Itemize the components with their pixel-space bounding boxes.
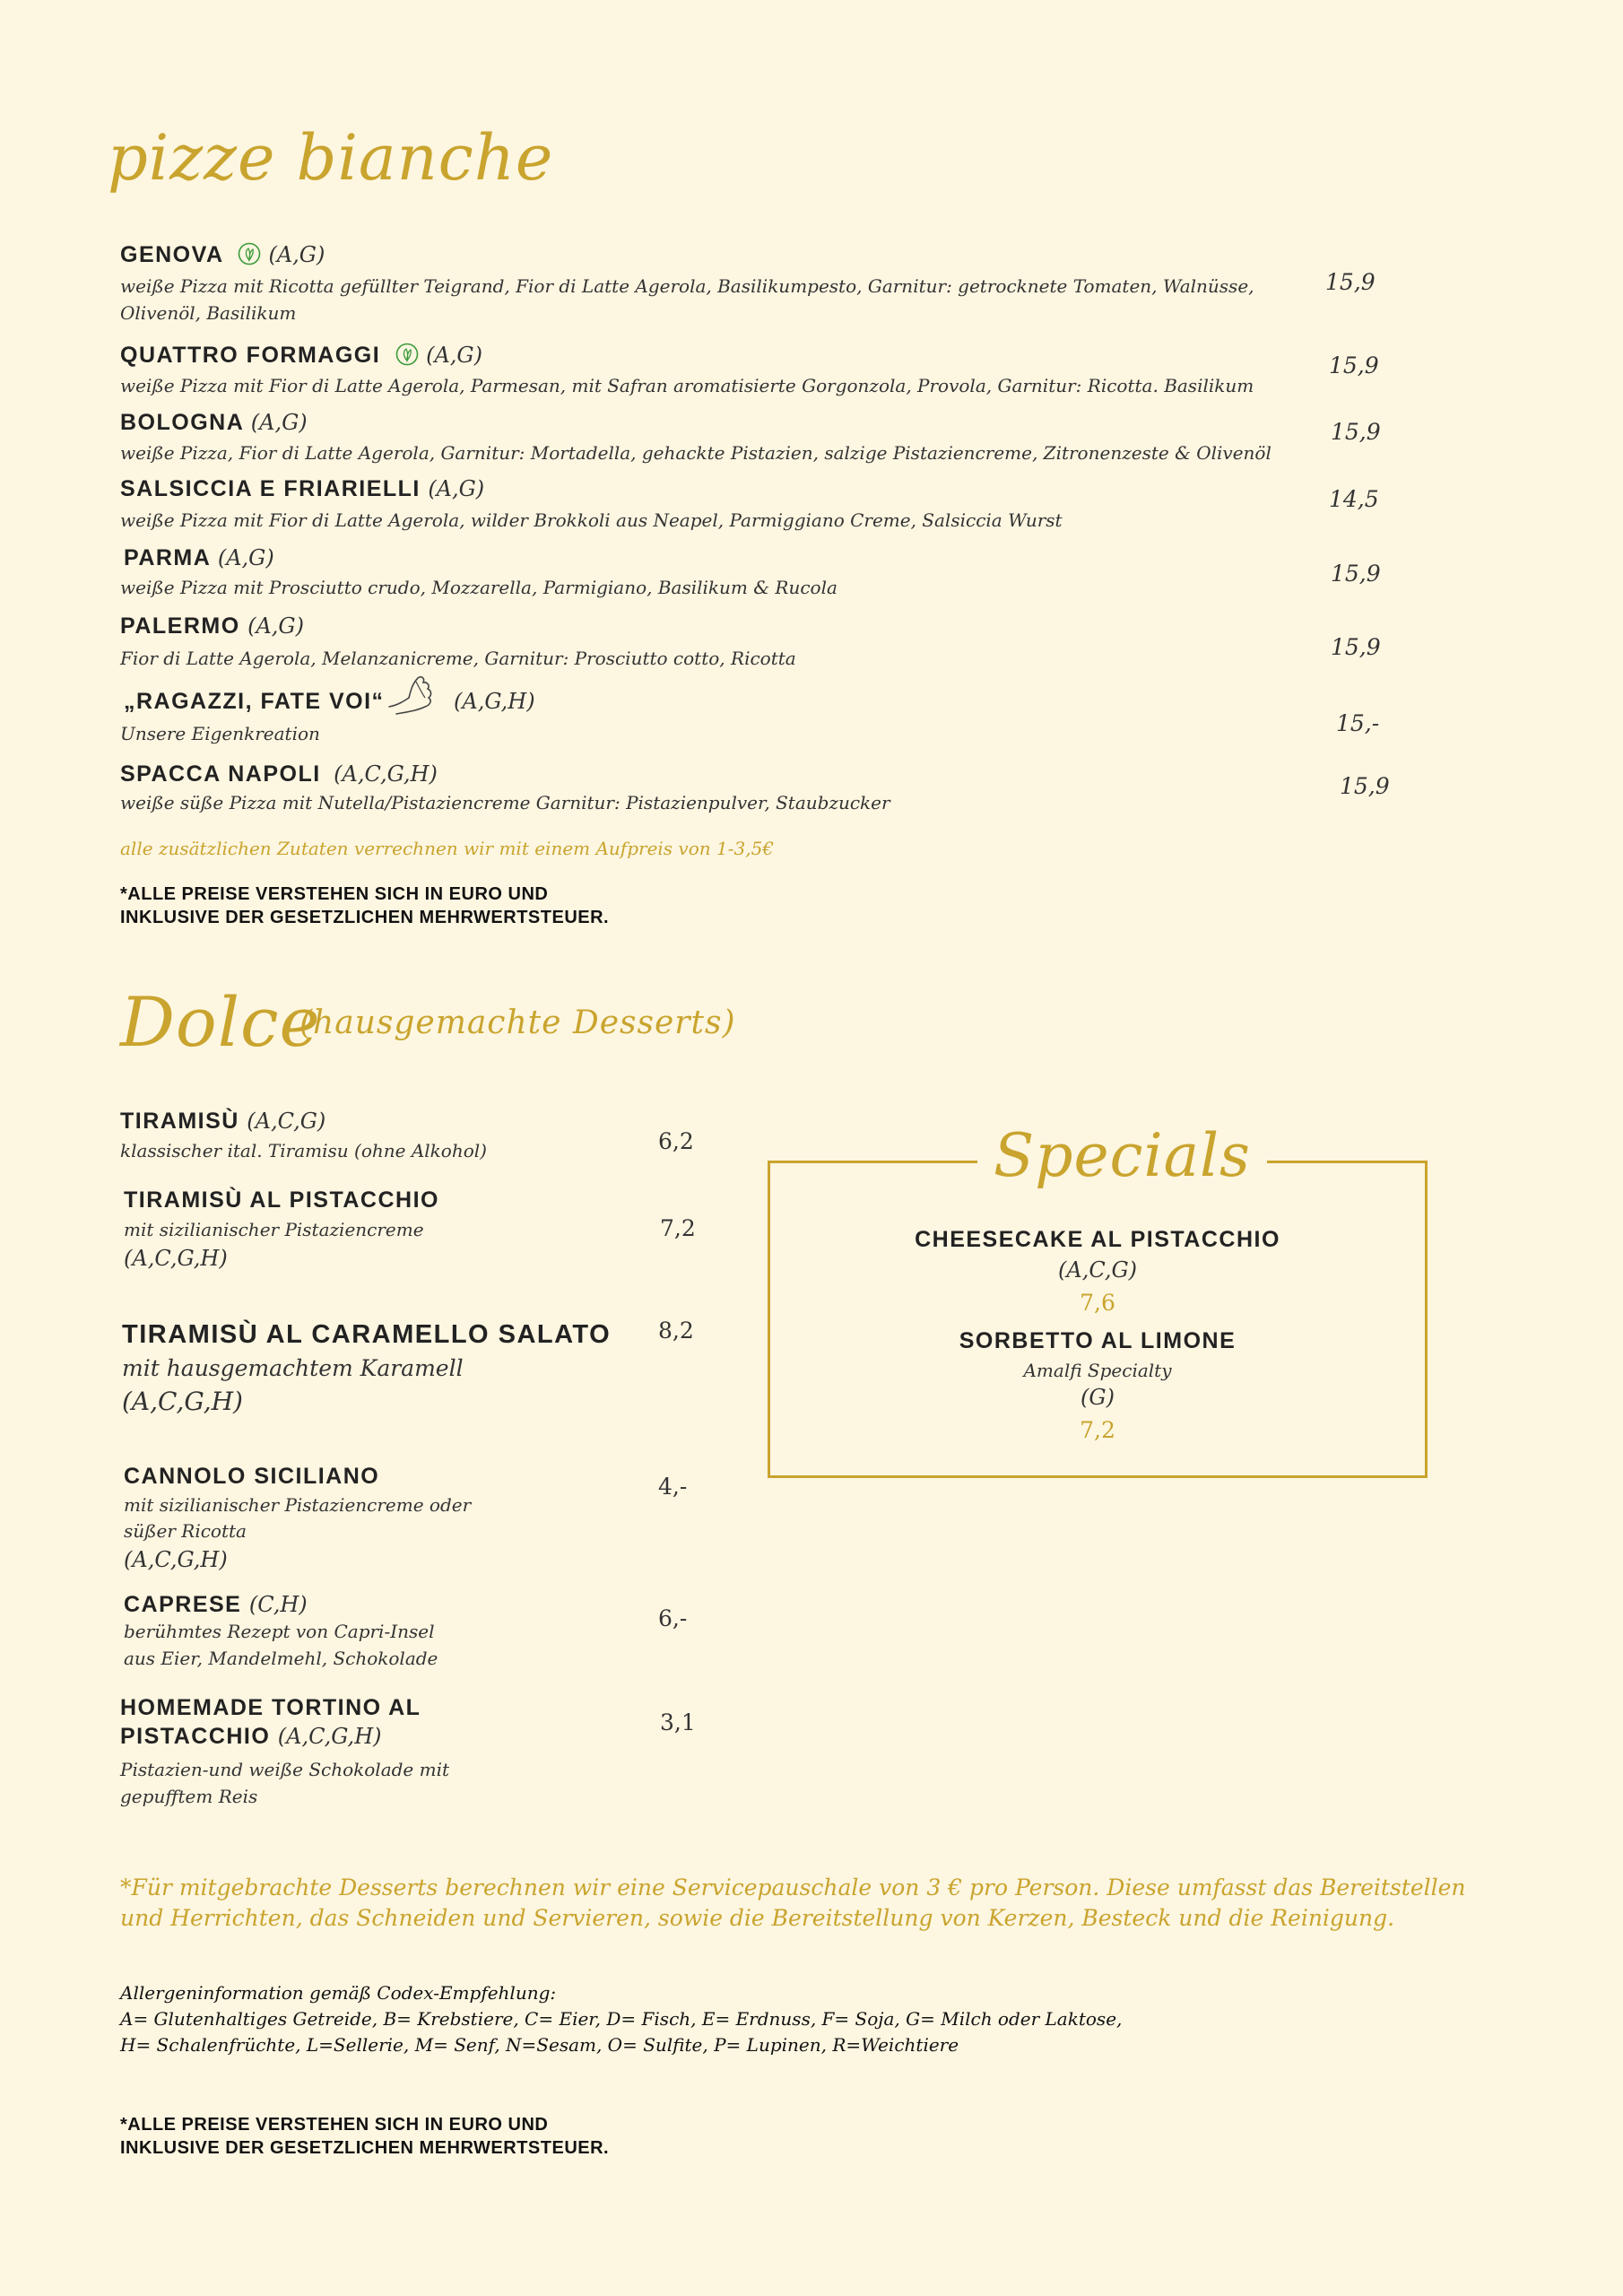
menu-item-parma (124, 545, 274, 571)
item-desc: gepufftem Reis (120, 1786, 258, 1807)
item-name: GENOVA (120, 242, 223, 267)
menu-item-genova (120, 242, 325, 268)
item-price: 15,9 (1331, 419, 1381, 445)
item-allergens: (A,G) (426, 343, 482, 368)
dessert-homemade-tortino-line2 (120, 1724, 381, 1750)
special-cheesecake-al-pistacchio: CHEESECAKE AL PISTACCHIO (915, 1227, 1280, 1252)
item-allergens: (A,G) (428, 476, 485, 501)
item-desc: mit hausgemachtem Karamell (122, 1355, 464, 1381)
allergen-info-line: A= Glutenhaltiges Getreide, B= Krebstiere, C= Eier, D= Fisch, E= Erdnuss, F= Soja, G= Milch oder Laktose, (120, 2008, 1123, 2030)
item-allergens: (A,C,G,H) (277, 1724, 382, 1749)
price-notice-line: INKLUSIVE DER GESETZLICHEN MEHRWERTSTEUER. (120, 908, 610, 927)
item-name: PARMA (124, 545, 211, 570)
item-price: 7,6 (1080, 1290, 1115, 1316)
item-price: 7,2 (660, 1215, 696, 1241)
item-desc: Unsere Eigenkreation (120, 723, 320, 744)
item-desc: Olivenöl, Basilikum (120, 302, 297, 324)
item-price: 15,- (1336, 710, 1380, 736)
dessert-tiramisu-al-pistacchio: TIRAMISÙ AL PISTACCHIO (124, 1187, 439, 1213)
item-price: 15,9 (1331, 561, 1381, 587)
dessert-caprese (124, 1592, 308, 1618)
dolce-subheading: (hausgemachte Desserts) (299, 1004, 736, 1041)
dessert-tiramisu-al-caramello-salato: TIRAMISÙ AL CARAMELLO SALATO (122, 1320, 612, 1349)
item-allergens: (A,G) (247, 613, 304, 639)
item-allergens: (A,C,G,H) (334, 761, 438, 787)
item-desc: weiße süße Pizza mit Nutella/Pistaziencreme Garnitur: Pistazienpulver, Staubzucker (120, 792, 890, 813)
item-allergens: (A,C,G) (1058, 1257, 1137, 1283)
item-desc: weiße Pizza mit Fior di Latte Agerola, wilder Brokkoli aus Neapel, Parmiggiano Creme, Salsiccia Wurst (120, 509, 1063, 531)
menu-item-ragazzi-fate-voi (124, 689, 385, 715)
extras-note: alle zusätzlichen Zutaten verrechnen wir mit einem Aufpreis von 1-3,5€ (120, 838, 775, 859)
specials-heading: Specials (977, 1121, 1267, 1190)
item-allergens: (C,H) (248, 1592, 308, 1617)
item-allergens: (A,C,G) (247, 1109, 326, 1134)
item-desc: mit sizilianischer Pistaziencreme oder (124, 1494, 472, 1516)
menu-item-palermo (120, 613, 304, 639)
item-name: SALSICCIA E FRIARIELLI (120, 476, 421, 501)
item-allergens: (A,G) (268, 242, 325, 267)
footer-price-notice (120, 2113, 609, 2160)
price-notice (120, 883, 609, 929)
dessert-cannolo-siciliano: CANNOLO SICILIANO (124, 1464, 380, 1489)
leaf-icon (238, 242, 261, 265)
item-desc: berühmtes Rezept von Capri-Insel (124, 1621, 435, 1642)
item-price: 15,9 (1340, 773, 1390, 799)
item-name: BOLOGNA (120, 410, 244, 435)
dessert-homemade-tortino: HOMEMADE TORTINO AL (120, 1695, 421, 1720)
dessert-tiramisu (120, 1109, 325, 1135)
price-notice-line: *ALLE PREISE VERSTEHEN SICH IN EURO UND (120, 884, 549, 904)
menu-item-salsiccia-e-friarielli (120, 476, 484, 502)
item-price: 6,- (658, 1605, 688, 1631)
italian-hand-gesture-icon (386, 671, 439, 723)
item-desc: weiße Pizza mit Prosciutto crudo, Mozzarella, Parmigiano, Basilikum & Rucola (120, 577, 838, 598)
menu-item-spacca-napoli (120, 761, 438, 787)
item-name: QUATTRO FORMAGGI (120, 343, 381, 368)
item-desc: Amalfi Specialty (1023, 1360, 1172, 1381)
item-price: 8,2 (658, 1318, 694, 1344)
dolce-heading: Dolce (120, 982, 321, 1062)
item-allergens: (A,C,G,H) (122, 1387, 243, 1416)
item-price: 15,9 (1329, 352, 1379, 378)
item-price: 4,- (658, 1474, 688, 1500)
item-desc: weiße Pizza mit Ricotta gefüllter Teigrand, Fior di Latte Agerola, Basilikumpesto, Garnitur: getrocknete Tomaten, Walnüsse, (120, 275, 1254, 297)
allergen-info (120, 1980, 1122, 2058)
item-name: PISTACCHIO (120, 1724, 271, 1749)
service-note-line: und Herrichten, das Schneiden und Servieren, sowie die Bereitstellung von Kerzen, Besteck und die Reinigung. (120, 1905, 1395, 1931)
price-notice-line: INKLUSIVE DER GESETZLICHEN MEHRWERTSTEUER. (120, 2138, 610, 2158)
special-sorbetto-al-limone: SORBETTO AL LIMONE (959, 1328, 1237, 1353)
item-name: CAPRESE (124, 1592, 242, 1617)
item-price: 7,2 (1080, 1417, 1115, 1443)
item-allergens: (A,G) (217, 545, 274, 570)
item-price: 6,2 (658, 1128, 694, 1154)
item-name: SPACCA NAPOLI (120, 761, 321, 787)
item-desc: Fior di Latte Agerola, Melanzanicreme, Garnitur: Prosciutto cotto, Ricotta (120, 648, 796, 669)
allergen-info-title: Allergeninformation gemäß Codex-Empfehlung: (120, 1982, 557, 2004)
item-desc: klassischer ital. Tiramisu (ohne Alkohol) (120, 1140, 487, 1161)
item-desc: aus Eier, Mandelmehl, Schokolade (124, 1648, 438, 1669)
pizze-heading: pizze bianche (108, 121, 554, 195)
item-name: „RAGAZZI, FATE VOI“ (124, 689, 385, 714)
item-allergens: (G) (1081, 1385, 1115, 1410)
item-price: 3,1 (660, 1709, 696, 1735)
allergen-info-line: H= Schalenfrüchte, L=Sellerie, M= Senf, N=Sesam, O= Sulfite, P= Lupinen, R=Weichtiere (120, 2034, 959, 2056)
item-price: 14,5 (1329, 486, 1379, 512)
item-desc: mit sizilianischer Pistaziencreme (124, 1219, 424, 1240)
menu-item-quattro-formaggi (120, 343, 482, 369)
item-price: 15,9 (1331, 634, 1381, 660)
price-notice-line: *ALLE PREISE VERSTEHEN SICH IN EURO UND (120, 2115, 549, 2135)
item-price: 15,9 (1325, 269, 1376, 295)
item-allergens: (A,C,G,H) (124, 1547, 228, 1572)
menu-item-bologna (120, 410, 308, 436)
item-desc: weiße Pizza mit Fior di Latte Agerola, Parmesan, mit Safran aromatisierte Gorgonzola, Provola, Garnitur: Ricotta. Basilikum (120, 375, 1254, 396)
item-desc: süßer Ricotta (124, 1520, 247, 1542)
leaf-icon (395, 343, 419, 366)
item-allergens: (A,C,G,H) (124, 1246, 228, 1271)
item-allergens: (A,G) (250, 410, 308, 435)
service-note-line: *Für mitgebrachte Desserts berechnen wir eine Servicepauschale von 3 € pro Person. Diese umfasst das Bereitstellen (120, 1874, 1466, 1900)
item-name: TIRAMISÙ (120, 1109, 239, 1134)
service-note (120, 1873, 1466, 1934)
item-name: PALERMO (120, 613, 240, 639)
item-desc: weiße Pizza, Fior di Latte Agerola, Garnitur: Mortadella, gehackte Pistazien, salzige Pistaziencreme, Zitronenzeste & Olivenöl (120, 442, 1271, 464)
item-allergens: (A,G,H) (454, 689, 535, 714)
item-desc: Pistazien-und weiße Schokolade mit (120, 1759, 450, 1780)
